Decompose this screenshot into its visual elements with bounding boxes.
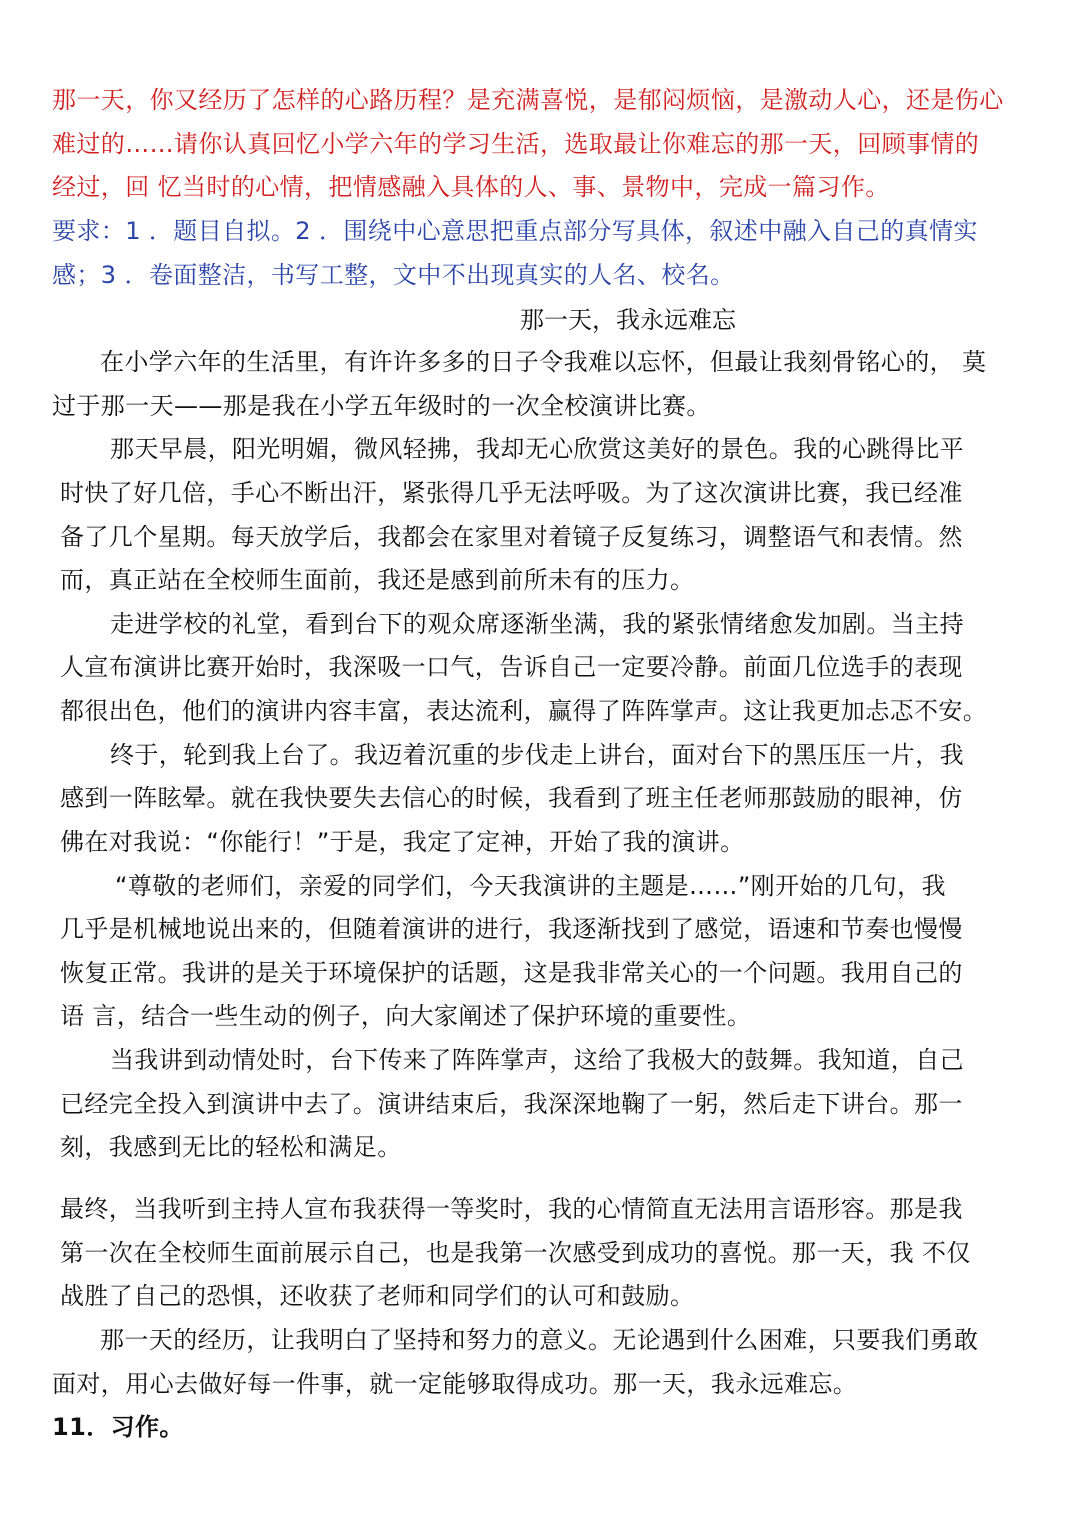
prompt-line-3: 经过，回 忆当时的心情，把情感融入具体的人、事、景物中，完成一篇习作。 xyxy=(52,173,890,201)
essay-line: 走进学校的礼堂，看到台下的观众席逐渐坐满，我的紧张情绪愈发加剧。当主持 xyxy=(110,610,964,638)
essay-line: 感到一阵眩晕。就在我快要失去信心的时候，我看到了班主任老师那鼓励的眼神，仿 xyxy=(60,784,963,812)
essay-title: 那一天，我永远难忘 xyxy=(520,306,736,334)
prompt-line-1: 那一天，你又经历了怎样的心路历程？是充满喜悦，是郁闷烦恼，是激动人心，还是伤心 xyxy=(52,86,1004,114)
essay-line: 备了几个星期。每天放学后，我都会在家里对着镜子反复练习，调整语气和表情。然 xyxy=(60,523,963,551)
essay-line: 时快了好几倍，手心不断出汗，紧张得几乎无法呼吸。为了这次演讲比赛，我已经准 xyxy=(60,479,963,507)
essay-line: 战胜了自己的恐惧，还收获了老师和同学们的认可和鼓励。 xyxy=(60,1282,695,1310)
essay-line: 最终，当我听到主持人宣布我获得一等奖时，我的心情简直无法用言语形容。那是我 xyxy=(60,1195,963,1223)
essay-line: 刻，我感到无比的轻松和满足。 xyxy=(60,1133,402,1161)
essay-line: 过于那一天——那是我在小学五年级时的一次全校演讲比赛。 xyxy=(52,392,711,420)
essay-line: “尊敬的老师们，亲爱的同学们，今天我演讲的主题是……”刚开始的几句，我 xyxy=(115,872,946,900)
essay-line: 恢复正常。我讲的是关于环境保护的话题，这是我非常关心的一个问题。我用自己的 xyxy=(60,959,963,987)
essay-line: 面对，用心去做好每一件事，就一定能够取得成功。那一天，我永远难忘。 xyxy=(52,1370,858,1398)
essay-line: 语 言，结合一些生动的例子，向大家阐述了保护环境的重要性。 xyxy=(60,1002,752,1030)
essay-line: 而，真正站在全校师生面前，我还是感到前所未有的压力。 xyxy=(60,566,695,594)
essay-line: 几乎是机械地说出来的，但随着演讲的进行，我逐渐找到了感觉，语速和节奏也慢慢 xyxy=(60,915,963,943)
next-question-heading: 11．习作。 xyxy=(52,1413,184,1441)
requirements-line-2: 感；3 ．卷面整洁，书写工整，文中不出现真实的人名、校名。 xyxy=(52,261,735,289)
essay-line: 当我讲到动情处时，台下传来了阵阵掌声，这给了我极大的鼓舞。我知道，自己 xyxy=(110,1046,964,1074)
essay-line: 已经完全投入到演讲中去了。演讲结束后，我深深地鞠了一躬，然后走下讲台。那一 xyxy=(60,1090,963,1118)
essay-line: 人宣布演讲比赛开始时，我深吸一口气，告诉自己一定要冷静。前面几位选手的表现 xyxy=(60,653,963,681)
essay-line: 都很出色，他们的演讲内容丰富，表达流利，赢得了阵阵掌声。这让我更加忐忑不安。 xyxy=(60,697,988,725)
essay-line: 第一次在全校师生面前展示自己，也是我第一次感受到成功的喜悦。那一天，我 不仅 xyxy=(60,1239,971,1267)
essay-line: 那天早晨，阳光明媚，微风轻拂，我却无心欣赏这美好的景色。我的心跳得比平 xyxy=(110,435,964,463)
essay-line: 佛在对我说：“你能行！”于是，我定了定神，开始了我的演讲。 xyxy=(60,828,745,856)
prompt-line-2: 难过的……请你认真回忆小学六年的学习生活，选取最让你难忘的那一天，回顾事情的 xyxy=(52,130,980,158)
essay-line: 在小学六年的生活里，有许许多多的日子令我难以忘怀，但最让我刻骨铭心的， 莫 xyxy=(100,348,987,376)
essay-line: 那一天的经历，让我明白了坚持和努力的意义。无论遇到什么困难，只要我们勇敢 xyxy=(100,1326,979,1354)
requirements-line-1: 要求：1 ．题目自拟。2 ．围绕中心意思把重点部分写具体，叙述中融入自己的真情实 xyxy=(52,217,978,245)
essay-line: 终于，轮到我上台了。我迈着沉重的步伐走上讲台，面对台下的黑压压一片，我 xyxy=(110,741,964,769)
